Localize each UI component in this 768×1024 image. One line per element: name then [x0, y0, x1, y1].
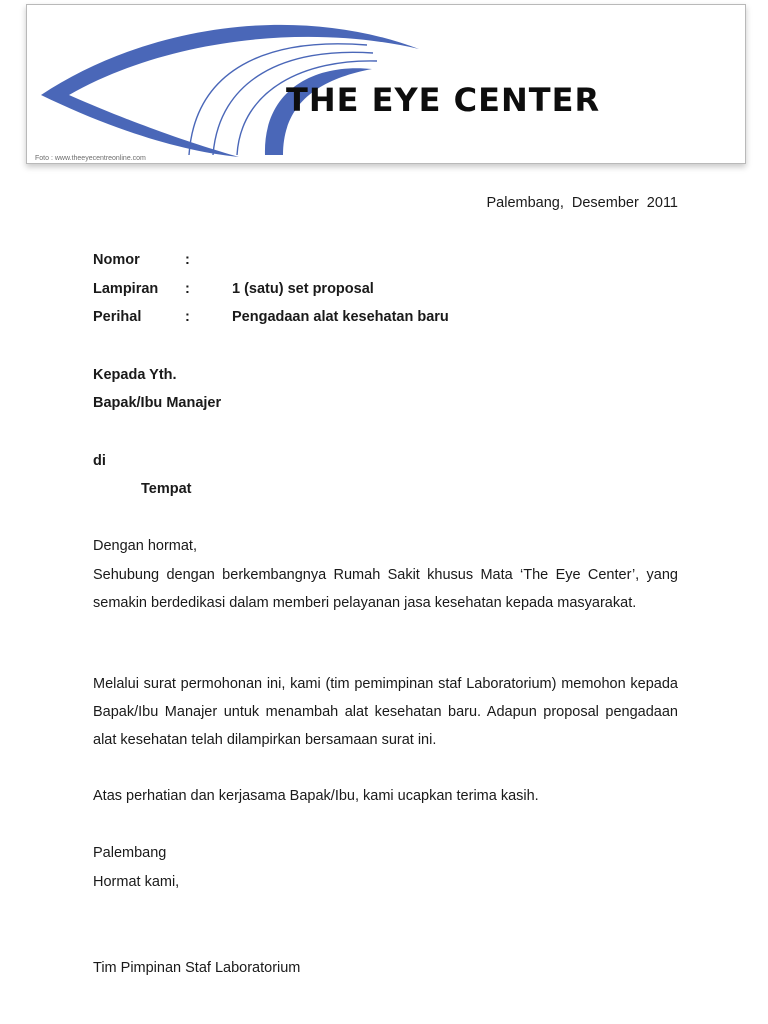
- letterhead-banner: [26, 4, 746, 164]
- recipient-di: di: [93, 453, 106, 469]
- meta-colon: :: [185, 281, 190, 297]
- closing-phrase: Hormat kami,: [93, 874, 180, 890]
- letter-date: Palembang, Desember 2011: [486, 195, 678, 211]
- meta-value: 1 (satu) set proposal: [232, 281, 374, 297]
- photo-credit: Foto : www.theeyecentreonline.com: [35, 155, 146, 162]
- signature-name: Tim Pimpinan Staf Laboratorium: [93, 960, 301, 976]
- body-paragraph-3: Atas perhatian dan kerjasama Bapak/Ibu, kami ucapkan terima kasih.: [93, 788, 539, 804]
- meta-colon: :: [185, 309, 190, 325]
- recipient-place: Tempat: [141, 481, 192, 497]
- meta-label: Perihal: [93, 309, 142, 325]
- salutation: Dengan hormat,: [93, 538, 197, 554]
- recipient-name: Bapak/Ibu Manajer: [93, 395, 222, 411]
- body-paragraph-2: Melalui surat permohonan ini, kami (tim pemimpinan staf Laboratorium) memohon kepada Bapak/Ibu Manajer untuk menambah alat kesehatan baru. Adapun proposal pengadaan alat kesehatan telah dilampirkan bersamaan surat ini.: [93, 676, 678, 748]
- meta-label: Nomor: [93, 252, 140, 268]
- meta-colon: :: [185, 252, 190, 268]
- brand-name: THE EYE CENTER: [286, 81, 601, 119]
- closing-city: Palembang: [93, 845, 167, 861]
- body-paragraph-1: Sehubung dengan berkembangnya Rumah Sakit khusus Mata ‘The Eye Center’, yang semakin berdedikasi dalam memberi pelayanan jasa kesehatan kepada masyarakat.: [93, 567, 678, 611]
- recipient-greeting: Kepada Yth.: [93, 367, 177, 383]
- meta-label: Lampiran: [93, 281, 159, 297]
- meta-value: Pengadaan alat kesehatan baru: [232, 309, 449, 325]
